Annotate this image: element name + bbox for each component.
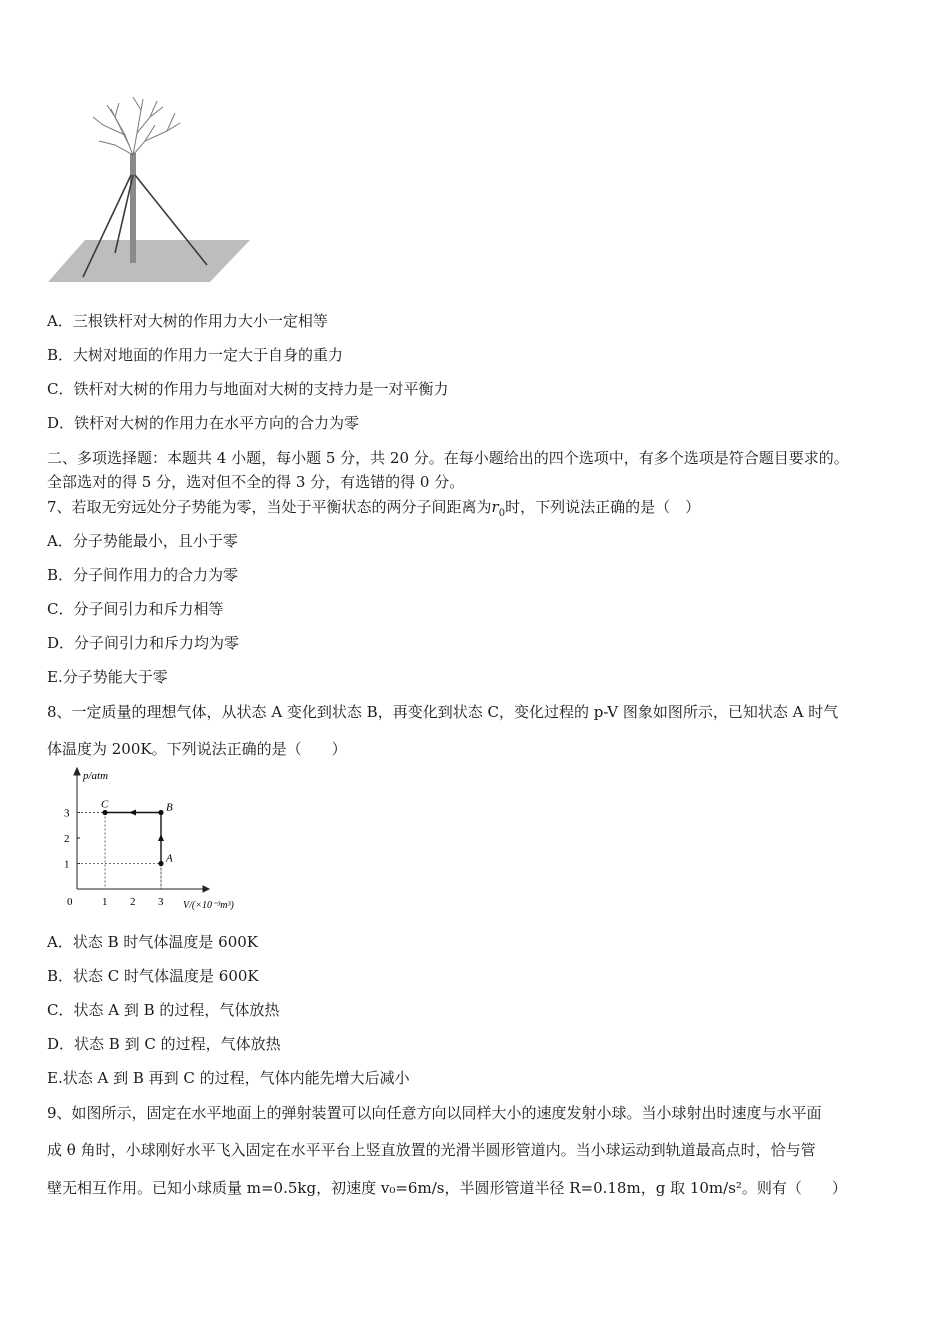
q7-stem [47,496,700,525]
y-axis-arrow [74,768,80,775]
q6-option-b: B．大树对地面的作用力一定大于自身的重力 [47,346,344,364]
q7-stem-var: r [491,498,499,516]
q7-option-e: E.分子势能大于零 [47,668,168,686]
q6-option-d: D．铁杆对大树的作用力在水平方向的合力为零 [47,414,360,432]
chart-axes [74,768,209,892]
q6-option-c: C．铁杆对大树的作用力与地面对大树的支持力是一对平衡力 [47,380,449,398]
x-axis-arrow [203,886,209,892]
section2-heading-line1: 二、多项选择题：本题共 4 小题，每小题 5 分，共 20 分。在每小题给出的四个选项中，有多个选项是符合题目要求的。 [47,449,849,467]
x-tick-label: 0 [67,896,73,908]
q8-option-e: E.状态 A 到 B 再到 C 的过程，气体内能先增大后减小 [47,1069,410,1087]
y-tick-label: 3 [64,807,70,820]
x-tick-label: 3 [158,896,164,908]
q8-option-c: C．状态 A 到 B 的过程，气体放热 [47,1001,280,1019]
ground-plane [48,240,250,282]
q7-option-b: B．分子间作用力的合力为零 [47,566,239,584]
x-axis-label: V/(×10⁻³m³) [183,900,234,911]
q8-option-d: D．状态 B 到 C 的过程，气体放热 [47,1035,281,1053]
state-label-B: B [166,801,173,814]
q7-stem-pre: 7、若取无穷远处分子势能为零，当处于平衡状态的两分子间距离为 [47,498,492,516]
state-point-A [158,861,163,866]
process-arrow-A-B [158,834,164,841]
state-label-C: C [101,798,109,811]
section2-heading-line2: 全部选对的得 5 分，选对但不全的得 3 分，有选错的得 0 分。 [47,473,465,491]
state-label-A: A [166,852,173,865]
state-point-C [102,810,107,815]
q7-option-a: A．分子势能最小，且小于零 [47,532,238,550]
q7-option-c: C．分子间引力和斥力相等 [47,600,224,618]
q9-line3: 壁无相互作用。已知小球质量 m=0.5kg，初速度 v₀=6m/s，半圆形管道半径 R=0.18m，g 取 10m/s²。则有（ ） [47,1179,847,1197]
q9-line1: 9、如图所示，固定在水平地面上的弹射装置可以向任意方向以同样大小的速度发射小球。当小球射出时速度与水平面 [47,1104,822,1122]
q7-stem-post: 时，下列说法正确的是（ ） [505,498,701,516]
x-tick-label: 1 [102,896,108,908]
tree-branches [93,97,180,155]
q8-option-a: A．状态 B 时气体温度是 600K [47,933,258,951]
q7-stem-sub: 0 [498,508,506,519]
q8-option-b: B．状态 C 时气体温度是 600K [47,967,259,985]
q9-line2: 成 θ 角时，小球刚好水平飞入固定在水平平台上竖直放置的光滑半圆形管道内。当小球运动到轨道最高点时，恰与管 [47,1141,816,1159]
x-tick-label: 2 [130,896,136,908]
tree-figure [45,95,255,285]
y-tick-label: 2 [64,833,70,845]
process-arrow-B-C [129,810,136,816]
q6-option-a: A．三根铁杆对大树的作用力大小一定相等 [47,312,328,330]
pv-chart [55,765,265,920]
q8-stem-line1: 8、一定质量的理想气体，从状态 A 变化到状态 B，再变化到状态 C，变化过程的 p-V 图象如图所示，已知状态 A 时气 [47,703,839,721]
y-axis-label: p/atm [83,770,109,782]
tree-trunk [130,153,136,263]
q7-option-d: D．分子间引力和斥力均为零 [47,634,240,652]
q8-stem-line2: 体温度为 200K。下列说法正确的是（ ） [47,740,347,758]
y-tick-label: 1 [64,858,70,871]
state-point-B [158,810,163,815]
